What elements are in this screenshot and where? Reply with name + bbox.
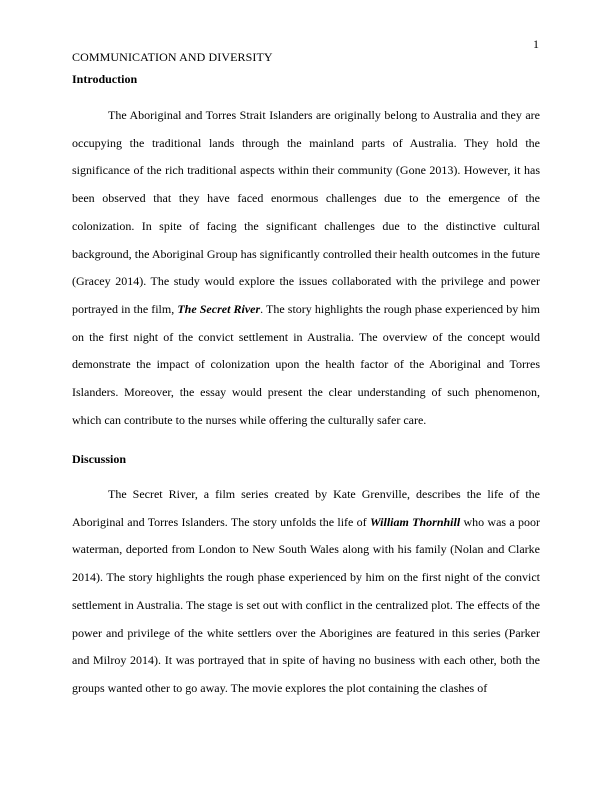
introduction-text-part-1: The Aboriginal and Torres Strait Islanders are originally belong to Australia and they are occupying the traditional lands through the mainland parts of Australia. They hold the significance of the rich traditional aspects within their community (Gone 2013). However, it has been observed that they have faced enormous challenges due to the emergence of the colonization. In spite of facing the significant challenges due to the distinctive cultural background, the Aboriginal Group has significantly controlled their health outcomes in the future (Gracey 2014). The study would explore the issues collaborated with the privilege and power portrayed in the film, — [72, 108, 540, 316]
introduction-text-part-2: . The story highlights the rough phase experienced by him on the first night of the convict settlement in Australia. The overview of the concept would demonstrate the impact of colonization upon the health factor of the Aboriginal and Torres Islanders. Moreover, the essay would present the clear understanding of such phenomenon, which can contribute to the nurses while offering the culturally safer care. — [72, 301, 540, 427]
discussion-heading: Discussion — [72, 452, 127, 466]
character-name: William Thornhill — [369, 514, 461, 529]
introduction-heading: Introduction — [72, 72, 138, 86]
film-title: The Secret River — [177, 301, 261, 316]
page-number: 1 — [533, 37, 539, 51]
discussion-paragraph — [72, 481, 540, 703]
running-head: COMMUNICATION AND DIVERSITY — [72, 50, 273, 64]
introduction-paragraph — [72, 102, 540, 434]
discussion-text-part-2: who was a poor waterman, deported from London to New South Wales along with his family (Nolan and Clarke 2014). The story highlights the rough phase experienced by him on the first night of the convict settlement in Australia. The stage is set out with conflict in the centralized plot. The effects of the power and privilege of the white settlers over the Aborigines are featured in this series (Parker and Milroy 2014). It was portrayed that in spite of having no business with each other, both the groups wanted other to go away. The movie explores the plot containing the clashes of — [72, 514, 541, 695]
discussion-text-part-1: The Secret River, a film series created by Kate Grenville, describes the life of the Aboriginal and Torres Islanders. The story unfolds the life of — [72, 487, 540, 529]
